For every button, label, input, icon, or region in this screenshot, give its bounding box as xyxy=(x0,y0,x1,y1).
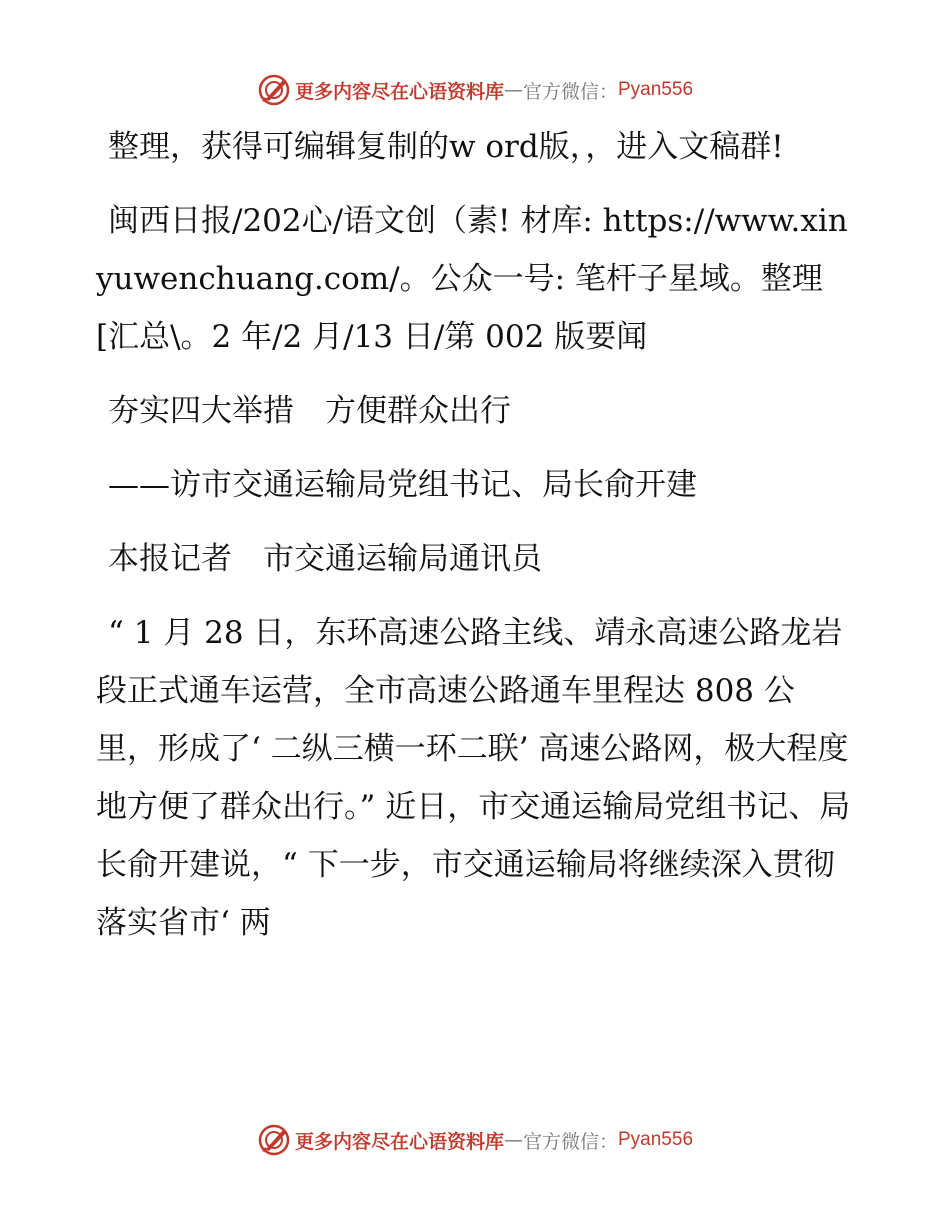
banner-label: 官方微信： xyxy=(522,1130,618,1153)
article-title: 夯实四大举措 方便群众出行 xyxy=(108,393,511,429)
document-body xyxy=(96,118,856,968)
banner-separator: — xyxy=(503,79,523,101)
source-paragraph: 闽西日报/202心/语文创（素! 材库: https://www.xinyuwenchuang.com/。公众一号: 笔杆子星域。整理[汇总\。2 年/2 月/13 日/第 002 版要闻 xyxy=(96,203,848,355)
intro-paragraph: 整理，获得可编辑复制的w ord版，，进入文稿群! xyxy=(108,129,784,165)
banner-wechat-id: Pyan556 xyxy=(618,1129,694,1150)
banner-wechat-id: Pyan556 xyxy=(618,79,694,100)
article-subtitle: ——访市交通运输局党组书记、局长俞开建 xyxy=(108,467,697,503)
footer-watermark-banner xyxy=(0,1120,950,1160)
banner-main-text: 更多内容尽在心语资料库 xyxy=(294,80,504,103)
header-watermark-banner xyxy=(0,70,950,110)
brand-logo-icon xyxy=(257,1123,291,1157)
body-paragraph: “ 1 月 28 日，东环高速公路主线、靖永高速公路龙岩段正式通车运营，全市高速公路通车里程达 808 公里，形成了‘ 二纵三横一环二联’ 高速公路网，极大程度地方便了群众出行。” 近日，市交通运输局党组书记、局长俞开建说，“ 下一步，市交通运输局将继续深入贯彻落实省市‘ 两 xyxy=(96,615,851,941)
brand-logo-icon xyxy=(257,73,291,107)
banner-main-text: 更多内容尽在心语资料库 xyxy=(294,1130,504,1153)
banner-separator: — xyxy=(503,1129,523,1151)
banner-label: 官方微信： xyxy=(522,80,618,103)
byline: 本报记者 市交通运输局通讯员 xyxy=(108,541,542,577)
